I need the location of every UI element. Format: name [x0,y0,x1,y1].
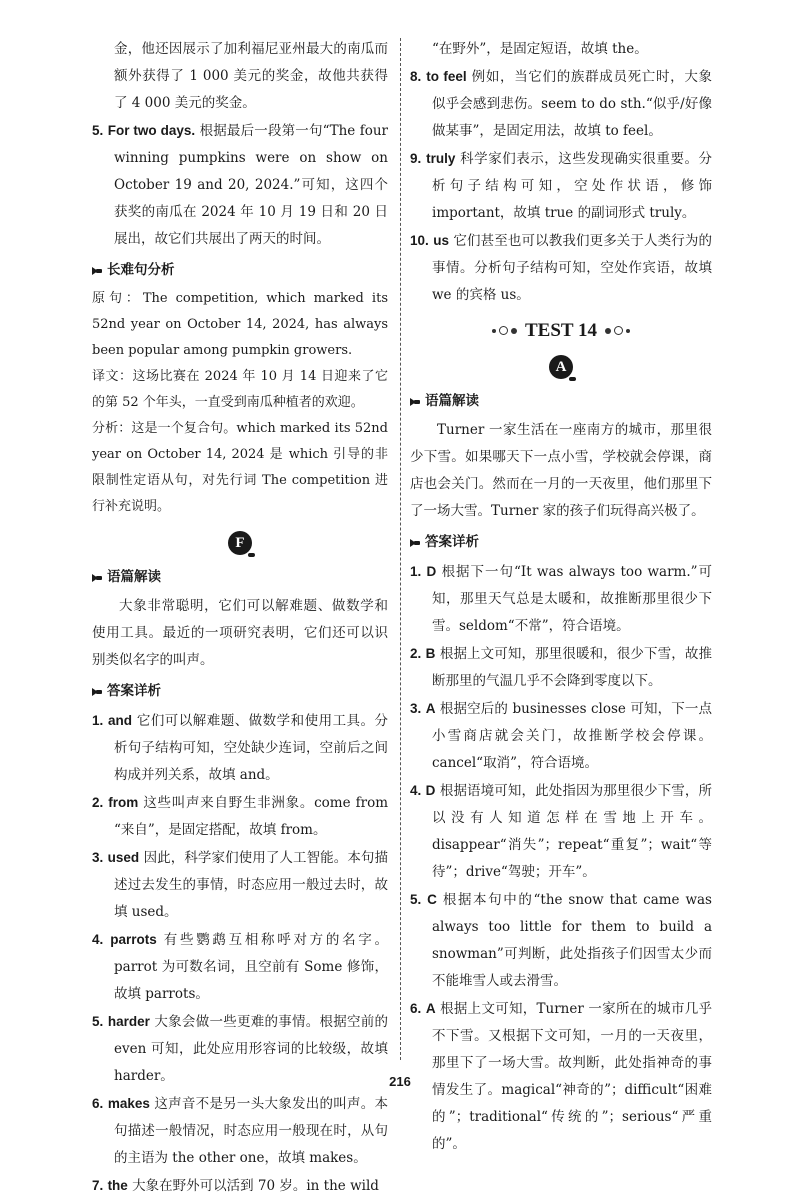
answer-item: 2. B 根据上文可知，那里很暖和，很少下雪，故推断那里的气温几乎不会降到零度以下。 [410,646,712,689]
answer-item: 3. used 因此，科学家们使用了人工智能。本句描述过去发生的事情，时态应用一般过去时，故填 used。 [92,850,389,920]
left-column [92,36,388,1200]
answer-item-5 [92,117,388,253]
test-title-text: TEST 14 [525,320,597,341]
item-explanation: 根据最后一段第一句“The four winning pumpkins were on show on October 19 and 20, 2024.”可知，这四个获奖的南瓜在 2024 年 10 月 19 日和 20 日展出，故它们共展出了两天的时间。 [114,123,388,247]
section-badge: F [228,531,252,555]
passage-summary: 大象非常聪明，它们可以解难题、做数学和使用工具。最近的一项研究表明，它们还可以识别类似名字的叫声。 [92,598,388,668]
item-answer: For two days. [107,123,196,138]
column-divider [400,38,401,1060]
answer-item: 4. parrots 有些鹦鹉互相称呼对方的名字。parrot 为可数名词，且空前有 Some 修饰，故填 parrots。 [92,932,388,1002]
section-marker-icon [92,688,102,696]
passage-heading: 语篇解读 [410,388,712,415]
section-marker-icon [92,267,102,275]
answer-item: 1. and 它们可以解难题、做数学和使用工具。分析句子结构可知，空处缺少连词，空前后之间构成并列关系，故填 and。 [92,713,389,783]
answer-item: 3. A 根据空后的 businesses close 可知，下一点小雪商店就会关门，故推断学校会停课。cancel“取消”，符合语境。 [410,701,713,771]
passage-heading: 语篇解读 [92,564,388,591]
test-title [410,317,712,344]
answer-item: 4. D 根据语境可知，此处指因为那里很少下雪，所以没有人知道怎样在雪地上开车。disappear“消失”；repeat“重复”；wait“等待”；drive“驾驶；开车”。 [410,783,712,880]
answer-item: 9. truly 科学家们表示，这些发现确实很重要。分析句子结构可知，空处作状语，修饰 important，故填 true 的副词形式 truly。 [410,151,712,221]
ornament-right-icon [605,326,630,335]
answer-item: 6. A 根据上文可知，Turner 一家所在的城市几乎不下雪。又根据下文可知，一月的一天夜里，那里下了一场大雪。故判断，此处指神奇的事情发生了。magical“神奇的”；difficult“困难的”；traditional“传统的”；serious“严重的”。 [410,1001,712,1152]
section-badge-wrap [92,530,388,556]
right-column [410,36,712,1158]
answer-item: 6. makes 这声音不是另一头大象发出的叫声。本句描述一般情况，时态应用一般现在时，从句的主语为 the other one，故填 makes。 [92,1096,388,1166]
item-number: 5. [92,123,104,138]
passage-summary: Turner 一家生活在一座南方的城市，那里很少下雪。如果哪天下一点小雪，学校就会停课，商店也会关门。然而在一月的一天夜里，他们那里下了一场大雪。Turner 家的孩子们玩得高兴极了。 [410,422,712,519]
continued-paragraph: 金，他还因展示了加利福尼亚州最大的南瓜而额外获得了 1 000 美元的奖金，故他共获得了 4 000 美元的奖金。 [114,41,388,111]
original-sentence: 原句：The competition, which marked its 52nd year on October 14, 2024, has always been popular among pumpkin growers. [92,291,388,358]
answer-item: 2. from 这些叫声来自野生非洲象。come from “来自”，是固定搭配，故填 from。 [92,795,388,838]
page-number: 216 [389,1074,411,1089]
translation: 译文：这场比赛在 2024 年 10 月 14 日迎来了它的第 52 个年头，一直受到南瓜种植者的欢迎。 [92,369,388,410]
ornament-left-icon [492,326,517,335]
answer-item: 5. C 根据本句中的“the snow that came was always too little for them to build a snowman”可判断，此处指孩子们因雪太少而不能堆雪人或去滑雪。 [410,892,712,989]
section-marker-icon [410,398,420,406]
answers-heading: 答案详析 [92,678,388,705]
section-marker-icon [410,539,420,547]
answer-item: 10. us 它们甚至也可以教我们更多关于人类行为的事情。分析句子结构可知，空处作宾语，故填 we 的宾格 us。 [410,233,713,303]
answer-item: 7. the 大象在野外可以活到 70 岁。in the wild [92,1178,379,1194]
section-badge-wrap [410,354,712,380]
answer-item: 8. to feel 例如，当它们的族群成员死亡时，大象似乎会感到悲伤。seem to do sth.“似乎/好像做某事”，是固定用法，故填 to feel。 [410,69,713,139]
long-sentence-heading: 长难句分析 [92,257,388,284]
answer-item: 1. D 根据下一句“It was always too warm.”可知，那里天气总是太暖和，故推断那里很少下雪。seldom“不常”，符合语境。 [410,564,712,634]
answer-item: 5. harder 大象会做一些更难的事情。根据空前的 even 可知，此处应用形容词的比较级，故填 harder。 [92,1014,389,1084]
section-marker-icon [92,574,102,582]
continued-paragraph: “在野外”，是固定短语，故填 the。 [432,41,648,57]
section-badge: A [549,355,573,379]
answers-heading: 答案详析 [410,529,712,556]
analysis: 分析：这是一个复合句。which marked its 52nd year on October 14, 2024 是 which 引导的非限制性定语从句，对先行词 The competition 进行补充说明。 [92,421,388,514]
